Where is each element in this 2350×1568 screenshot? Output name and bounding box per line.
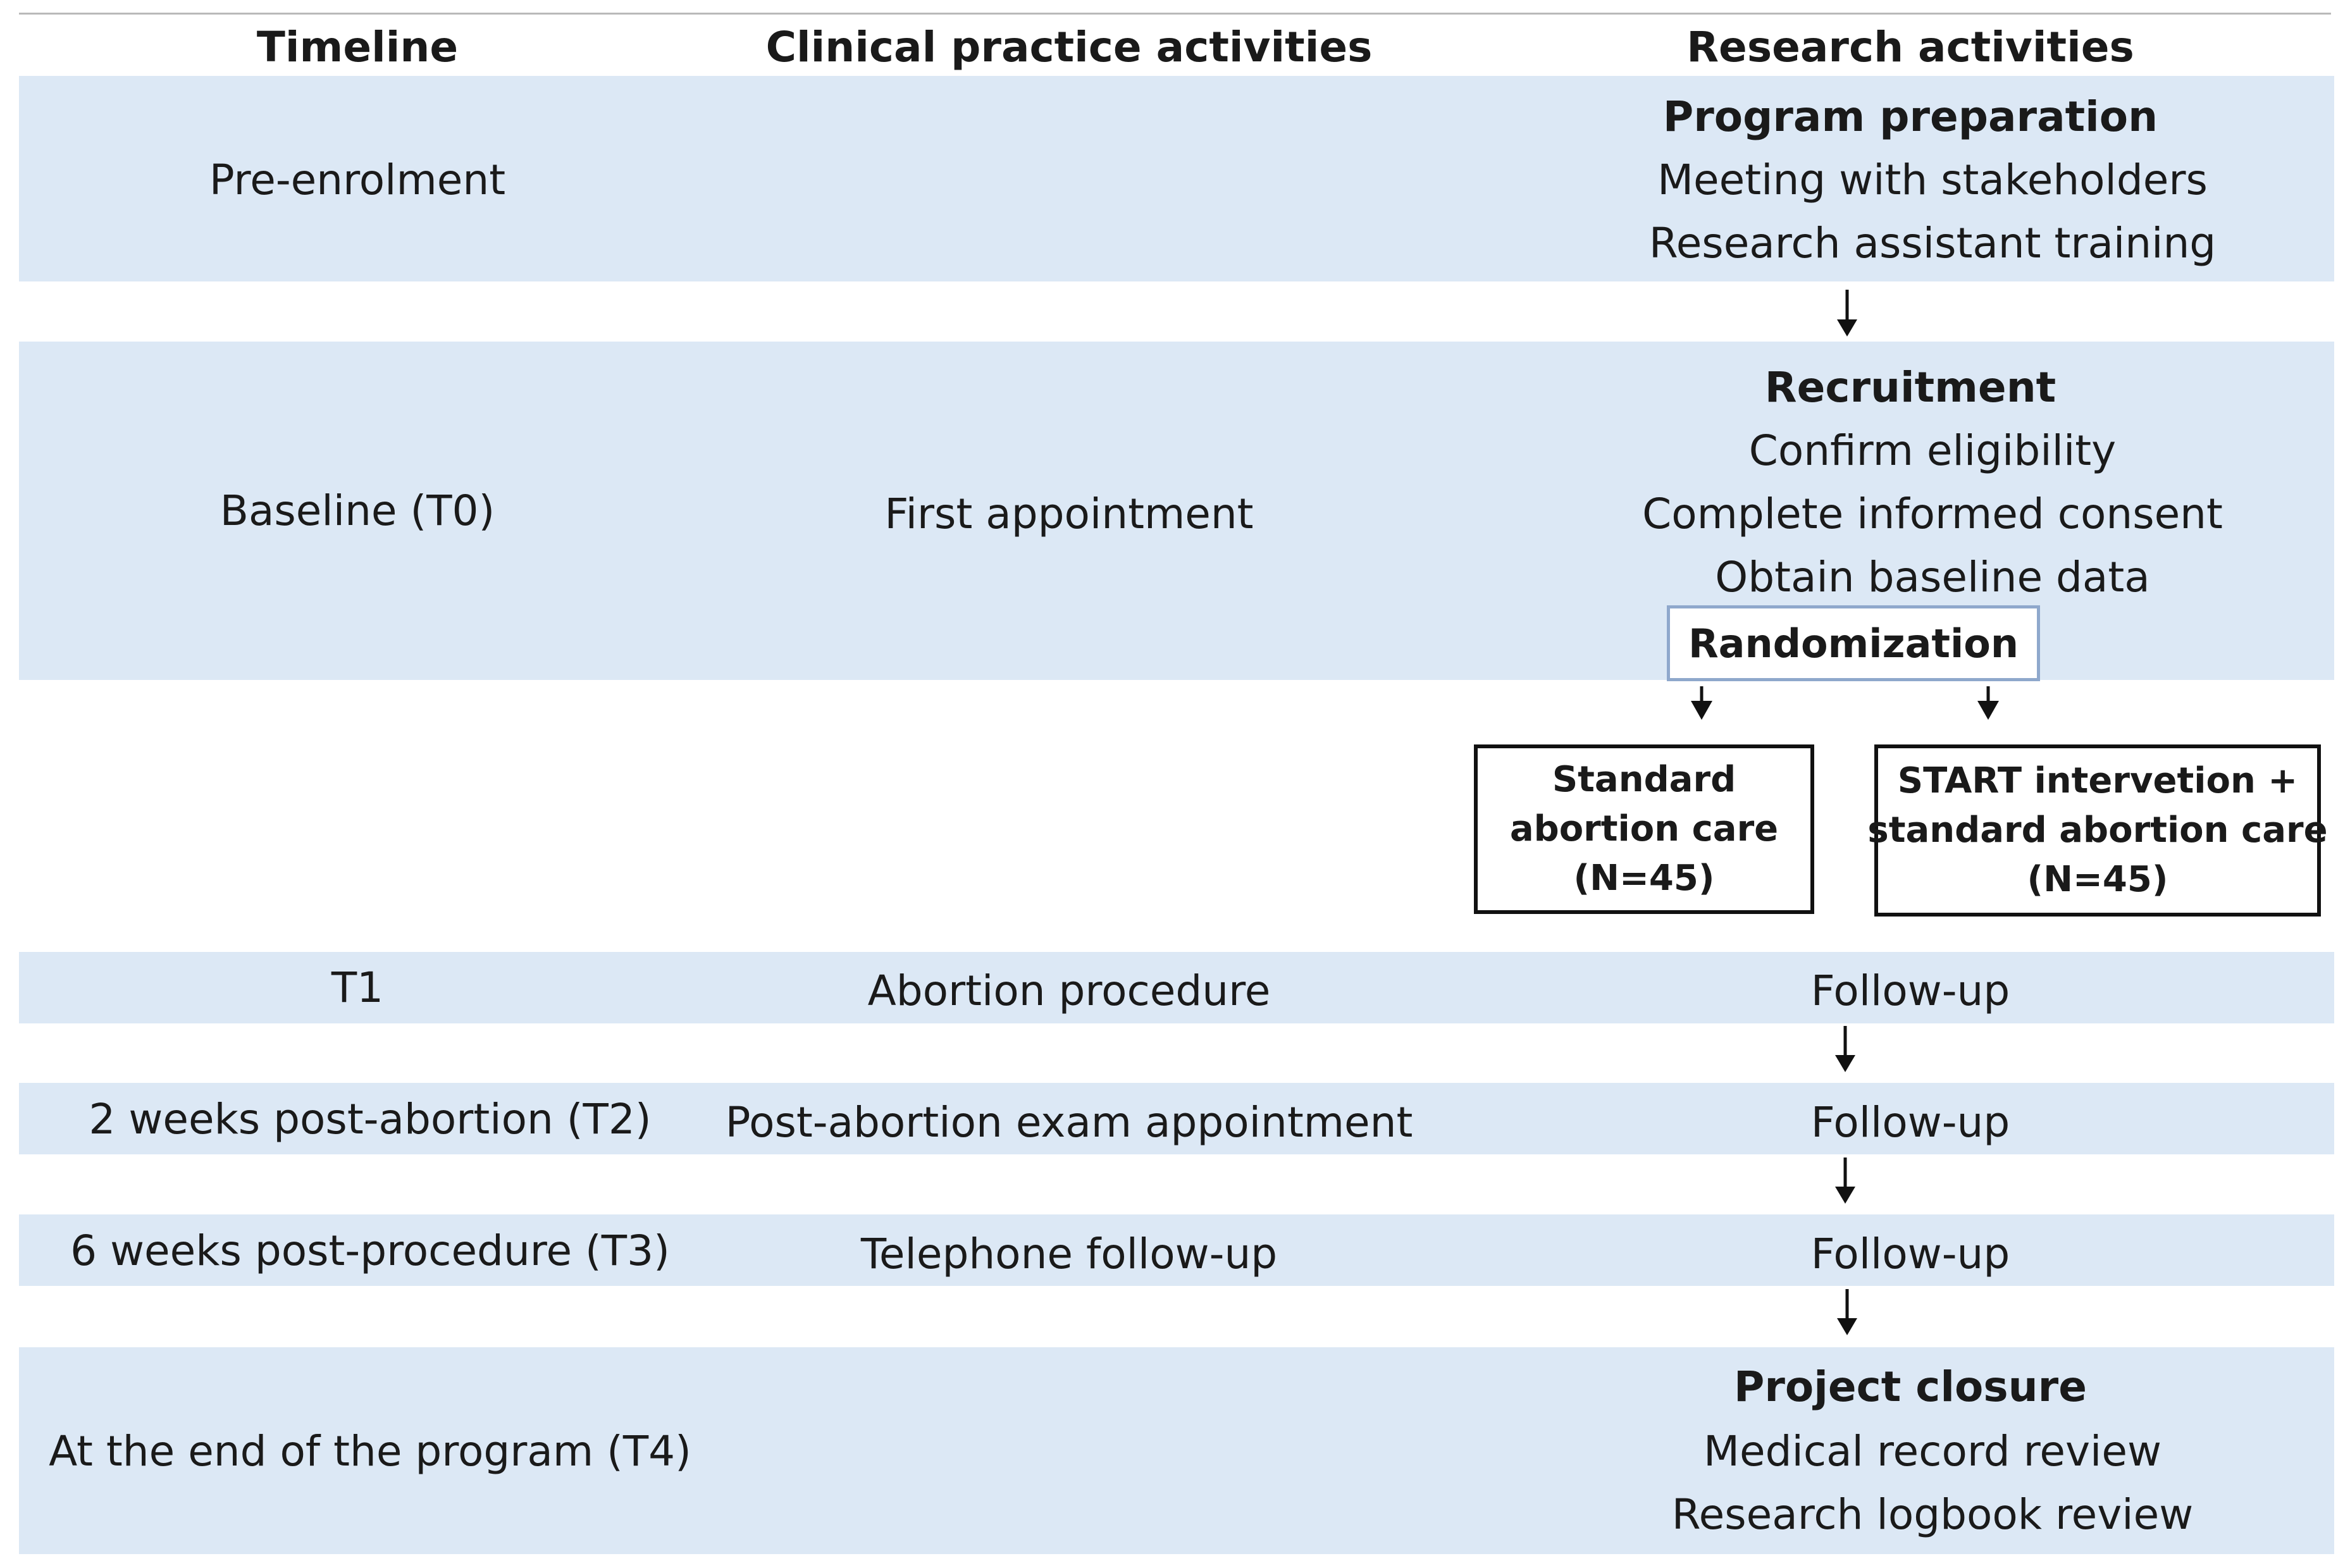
timeline-pre-enrolment: Pre-enrolment (209, 156, 506, 204)
research-follow-up-t1: Follow-up (1810, 966, 2010, 1015)
header-timeline: Timeline (256, 23, 459, 71)
research-item-medical-record: Medical record review (1704, 1427, 2161, 1476)
arm-start-line-1: START intervetion + (1897, 760, 2298, 801)
header-research-activities: Research activities (1686, 23, 2134, 71)
randomization-label: Randomization (1688, 620, 2019, 667)
arrow-randomization-to-start (1977, 686, 1999, 720)
arm-standard-line-3: (N=45) (1573, 858, 1715, 899)
program-preparation-title: Program preparation (1662, 92, 2158, 141)
arrow-randomization-to-standard (1691, 686, 1712, 720)
timeline-t3: 6 weeks post-procedure (T3) (70, 1226, 670, 1275)
arm-start-line-3: (N=45) (2027, 859, 2168, 900)
arm-standard-line-2: abortion care (1509, 808, 1779, 849)
research-item-assistant-training: Research assistant training (1648, 219, 2217, 268)
recruitment-title: Recruitment (1764, 363, 2056, 412)
research-item-baseline-data: Obtain baseline data (1715, 553, 2150, 602)
arrow-t1-to-t2 (1835, 1026, 1855, 1072)
research-item-eligibility: Confirm eligibility (1748, 426, 2117, 475)
research-follow-up-t2: Follow-up (1810, 1098, 2010, 1147)
research-item-consent: Complete informed consent (1642, 490, 2223, 538)
timeline-t4: At the end of the program (T4) (49, 1427, 691, 1476)
arm-standard-line-1: Standard (1552, 759, 1736, 800)
arrow-t2-to-t3 (1835, 1157, 1855, 1204)
research-item-logbook: Research logbook review (1671, 1490, 2194, 1539)
arrow-t3-to-t4 (1837, 1289, 1857, 1335)
arrow-preparation-to-recruitment (1837, 290, 1857, 336)
clinical-first-appointment: First appointment (884, 490, 1254, 538)
clinical-post-abortion-exam: Post-abortion exam appointment (725, 1098, 1413, 1147)
timeline-t2: 2 weeks post-abortion (T2) (89, 1095, 652, 1144)
timeline-baseline: Baseline (T0) (220, 486, 495, 535)
clinical-telephone-follow-up: Telephone follow-up (860, 1230, 1278, 1278)
research-item-stakeholders: Meeting with stakeholders (1657, 156, 2208, 204)
header-clinical-practice: Clinical practice activities (765, 23, 1373, 71)
clinical-abortion-procedure: Abortion procedure (867, 966, 1271, 1015)
research-follow-up-t3: Follow-up (1810, 1230, 2010, 1278)
timeline-t1: T1 (331, 963, 384, 1012)
project-closure-title: Project closure (1734, 1362, 2087, 1411)
arm-start-line-2: standard abortion care (1867, 810, 2328, 851)
